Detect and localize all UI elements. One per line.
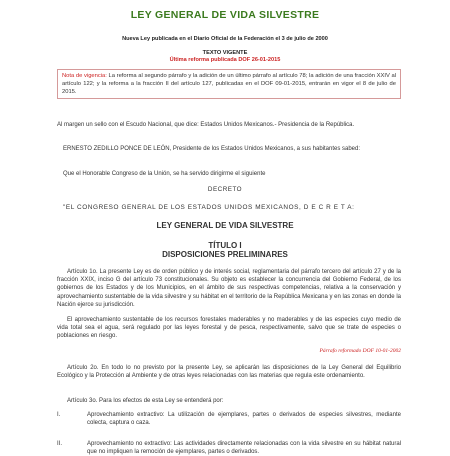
item-number: II.: [57, 441, 63, 447]
title-subheading: DISPOSICIONES PRELIMINARES: [162, 250, 288, 259]
status-line: TEXTO VIGENTE: [202, 50, 248, 56]
decree-heading: DECRETO: [207, 186, 243, 193]
congress-decree-line: "EL CONGRESO GENERAL DE LOS ESTADOS UNIDOS MEXICANOS, D E C R E T A:: [63, 204, 355, 211]
title-number: TÍTULO I: [208, 241, 242, 250]
article-1-paragraph-2: El aprovechamiento sustentable de los recursos forestales maderables y no maderables y de las especies cuyo medio de vida total sea el agua, será regulado por las leyes forestal y de pesca, respectivamente, salvo que se trate de especies o poblaciones en riesgo.: [57, 317, 401, 340]
law-title: LEY GENERAL DE VIDA SILVESTRE: [130, 9, 320, 21]
article-2: Artículo 2o. En todo lo no previsto por la presente Ley, se aplicarán las disposiciones de la Ley General del Equilibrio Ecológico y la Protección al Ambiente y de otras leyes relacionadas con las materias que regula este ordenamiento.: [57, 365, 401, 380]
item-text: Aprovechamiento extractivo: La utilización de ejemplares, partes o derivados de especies silvestres, mediante colecta, captura o caza.: [87, 412, 401, 427]
item-text: Aprovechamiento no extractivo: Las actividades directamente relacionadas con la vida silvestre en su hábitat natural que no impliquen la remoción de ejemplares, partes o derivados.: [87, 441, 401, 456]
law-heading: LEY GENERAL DE VIDA SILVESTRE: [156, 221, 294, 230]
validity-note-label: Nota de vigencia:: [62, 73, 107, 79]
article-3: Artículo 3o. Para los efectos de esta Ley se entenderá por:: [67, 398, 224, 404]
congress-paragraph: Que el Honorable Congreso de la Unión, se ha servido dirigirme el siguiente: [63, 171, 266, 177]
validity-note-text: La reforma al segundo párrafo y la adición de un último párrafo al artículo 78; la adición de una fracción XXIV al artículo 122; y la reforma a la fracción II del artículo 127, publicadas en el DOF 09-01-2015, entrarán en vigor el 8 de julio de 2015.: [62, 73, 396, 95]
article-1: Artículo 1o. La presente Ley es de orden público y de interés social, reglamentaria del párrafo tercero del artículo 27 y de la fracción XXIX, inciso G del artículo 73 constitucionales. Su objeto es establecer la concurrencia del Gobierno Federal, de los gobiernos de los Estados y de los Municipios, en el ámbito de sus respectivas competencias, relativa a la conservación y aprovechamiento sustentable de la vida silvestre y su hábitat en el territorio de la República Mexicana y en las zonas en donde la Nación ejerce su jurisdicción.: [57, 269, 401, 308]
reform-note: Párrafo reformado DOF 10-01-2002: [319, 348, 401, 354]
publication-line: Nueva Ley publicada en el Diario Oficial de la Federación el 3 de julio de 2000: [122, 36, 328, 42]
president-paragraph: ERNESTO ZEDILLO PONCE DE LEÓN, Presidente de los Estados Unidos Mexicanos, a sus habitantes sabed:: [63, 146, 361, 152]
validity-note: [57, 69, 401, 99]
item-number: I.: [57, 412, 61, 418]
title-heading: [0, 241, 450, 259]
last-reform-line: Última reforma publicada DOF 26-01-2015: [169, 57, 281, 63]
seal-paragraph: Al margen un sello con el Escudo Nacional, que dice: Estados Unidos Mexicanos.- Presidencia de la República.: [57, 122, 355, 128]
